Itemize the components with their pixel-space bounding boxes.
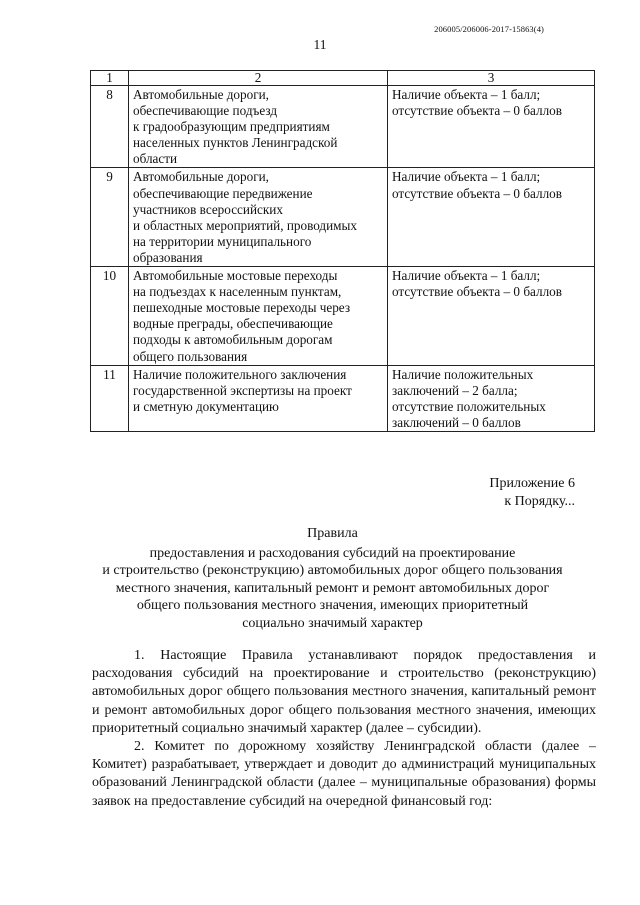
score-line: Наличие объекта – 1 балл; <box>392 87 541 102</box>
criterion-cell <box>129 267 388 366</box>
score-line: Наличие объекта – 1 балл; <box>392 169 541 185</box>
criterion-line: Автомобильные мостовые переходы <box>133 268 338 284</box>
criterion-line: обеспечивающие подъезд <box>133 103 278 119</box>
page-number: 11 <box>313 37 327 52</box>
score-line: Наличие положительных <box>392 366 534 382</box>
score-cell <box>388 168 595 267</box>
title-line: и строительство (реконструкцию) автомобильных дорог общего пользования <box>102 563 563 579</box>
document-title <box>80 525 585 633</box>
criterion-cell <box>129 168 388 267</box>
criterion-line: пешеходные мостовые переходы через <box>133 300 351 316</box>
criterion-line: населенных пунктов Ленинградской <box>133 135 338 151</box>
title-line: местного значения, капитальный ремонт и ремонт автомобильных дорог <box>115 580 550 596</box>
table-header-row <box>91 71 595 86</box>
row-number: 11 <box>91 365 129 431</box>
criterion-line: государственной экспертизы на проект <box>133 382 352 398</box>
paragraph: 1. Настоящие Правила устанавливают порядок предоставления и расходования субсидий на проектирование и строительство (реконструкцию) автомобильных дорог общего пользования местного значения, капитальный ремонт и ремонт автомобильных дорог общего пользования местного значения, имеющих приоритетный социально значимый характер (далее – субсидии). <box>92 648 596 736</box>
appendix-title: Приложение 6 <box>489 476 575 491</box>
appendix-reference <box>489 475 575 510</box>
table-row <box>91 168 595 267</box>
title-heading: Правила <box>307 526 358 541</box>
criterion-line: и областных мероприятий, проводимых <box>133 217 357 233</box>
column-header-3: 3 <box>388 71 595 86</box>
criterion-line: участников всероссийских <box>133 201 283 217</box>
table-row <box>91 365 595 431</box>
paragraph: 2. Комитет по дорожному хозяйству Ленинградской области (далее – Комитет) разрабатывает, утверждает и доводит до администраций муниципальных образований Ленинградской области (далее – муниципальные образования) формы заявок на предоставление субсидий на очередной финансовый год: <box>92 739 596 809</box>
criterion-line: Наличие положительного заключения <box>133 366 347 382</box>
score-cell <box>388 365 595 431</box>
title-line: социально значимый характер <box>242 615 423 631</box>
score-line: Наличие объекта – 1 балл; <box>392 268 541 284</box>
column-header-2: 2 <box>129 71 388 86</box>
score-line: отсутствие объекта – 0 баллов <box>392 103 562 119</box>
score-cell <box>388 86 595 168</box>
title-line: общего пользования местного значения, имеющих приоритетный <box>136 598 529 614</box>
score-line: отсутствие объекта – 0 баллов <box>392 185 562 201</box>
score-line: отсутствие положительных <box>392 398 546 414</box>
criterion-line: образования <box>133 249 203 265</box>
criterion-line: на подъездах к населенным пунктам, <box>133 284 342 300</box>
document-id: 206005/206006-2017-15863(4) <box>434 24 544 34</box>
criterion-line: на территории муниципального <box>133 233 312 249</box>
criterion-cell <box>129 86 388 168</box>
row-number: 9 <box>91 168 129 267</box>
row-number: 10 <box>91 267 129 366</box>
score-line: заключений – 0 баллов <box>392 414 521 430</box>
title-line: предоставления и расходования субсидий на проектирование <box>149 545 516 561</box>
criterion-line: подходы к автомобильным дорогам <box>133 332 333 348</box>
criterion-line: области <box>133 151 178 167</box>
row-number: 8 <box>91 86 129 168</box>
criterion-cell <box>129 365 388 431</box>
appendix-subtitle: к Порядку... <box>504 493 575 509</box>
criteria-table <box>90 70 595 432</box>
column-header-1: 1 <box>91 71 129 86</box>
criterion-line: Автомобильные дороги, <box>133 87 269 102</box>
criterion-line: обеспечивающие передвижение <box>133 185 313 201</box>
criterion-line: и сметную документацию <box>133 398 279 414</box>
score-line: отсутствие объекта – 0 баллов <box>392 284 562 300</box>
table-row <box>91 267 595 366</box>
body-text <box>92 647 596 811</box>
criterion-line: общего пользования <box>133 348 248 364</box>
criterion-line: водные преграды, обеспечивающие <box>133 316 333 332</box>
criterion-line: Автомобильные дороги, <box>133 169 269 185</box>
criterion-line: к градообразующим предприятиям <box>133 119 330 135</box>
table-row <box>91 86 595 168</box>
score-line: заключений – 2 балла; <box>392 382 518 398</box>
score-cell <box>388 267 595 366</box>
